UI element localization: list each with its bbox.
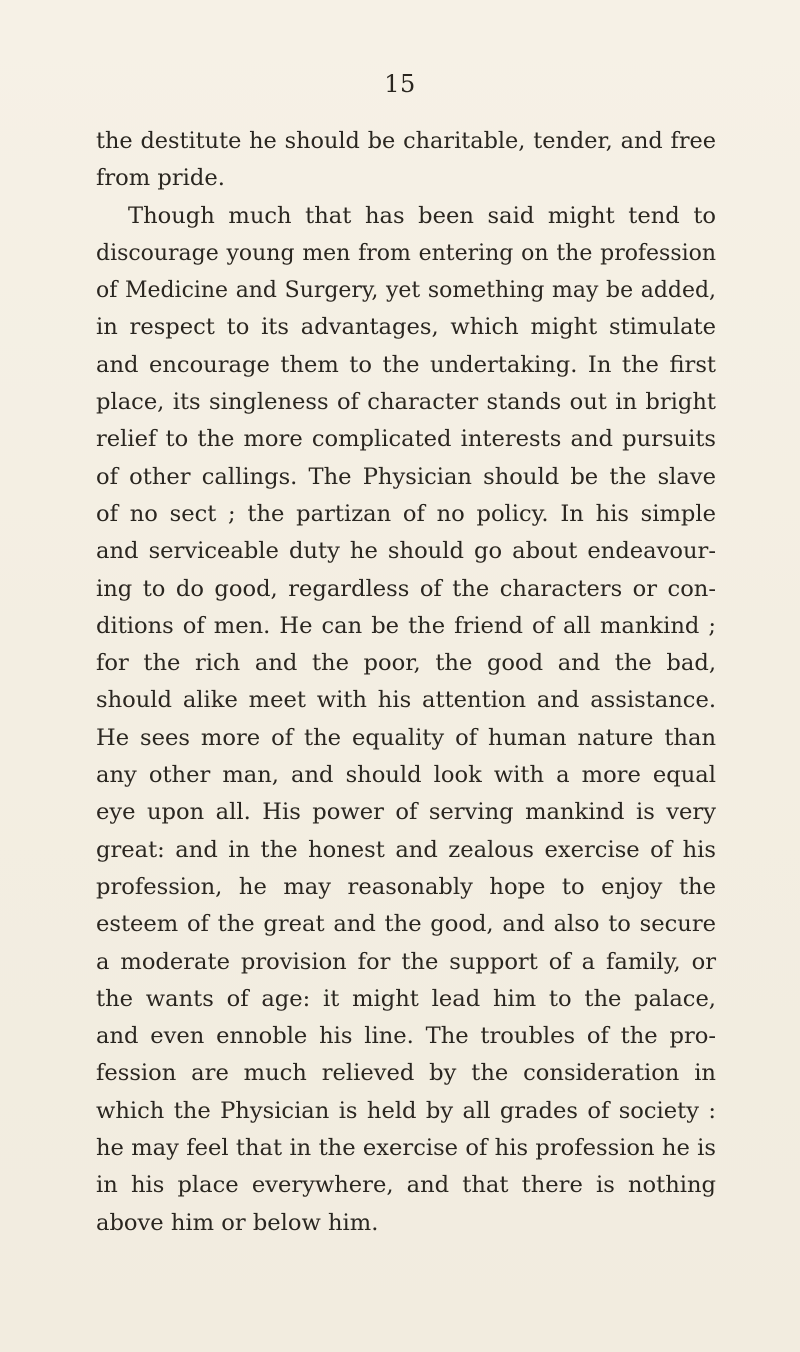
text-line: for the rich and the poor, the good and the bad,	[96, 650, 716, 677]
text-line: and even ennoble his line. The troubles of the pro-	[96, 1023, 716, 1050]
text-line: of Medicine and Surgery, yet something may be added,	[96, 278, 716, 304]
text-line: ditions of men. He can be the friend of all mankind ;	[96, 612, 716, 639]
text-line: above him or below him.	[96, 1209, 379, 1236]
page-number: 15	[384, 70, 416, 98]
text-line: discourage young men from entering on the profession	[96, 240, 716, 266]
text-line: of no sect ; the partizan of no policy. In his simple	[96, 500, 716, 527]
text-line: relief to the more complicated interests and pursuits	[96, 426, 716, 453]
text-line: and encourage them to the undertaking. In the first	[96, 351, 716, 378]
text-line: from pride.	[96, 165, 225, 192]
text-line: the wants of age: it might lead him to the palace,	[96, 985, 716, 1012]
text-line: fession are much relieved by the consideration in	[96, 1060, 716, 1087]
text-line: Though much that has been said might tend to	[128, 202, 716, 229]
text-line: ing to do good, regardless of the characters or con-	[96, 575, 716, 602]
text-line: He sees more of the equality of human nature than	[96, 724, 716, 751]
text-line: profession, he may reasonably hope to enjoy the	[96, 873, 716, 900]
text-line: a moderate provision for the support of a family, or	[96, 948, 716, 975]
text-line: which the Physician is held by all grades of society :	[96, 1097, 716, 1124]
text-line: he may feel that in the exercise of his profession he is	[96, 1135, 716, 1162]
text-line: should alike meet with his attention and assistance.	[96, 687, 716, 714]
text-line: place, its singleness of character stands out in bright	[96, 389, 716, 416]
text-line: in respect to its advantages, which might stimulate	[96, 314, 716, 341]
text-line: of other callings. The Physician should be the slave	[96, 463, 716, 490]
text-line: great: and in the honest and zealous exercise of his	[96, 836, 716, 863]
text-line: esteem of the great and the good, and also to secure	[96, 911, 716, 938]
text-line: and serviceable duty he should go about endeavour-	[96, 538, 716, 565]
body-text	[96, 123, 716, 1242]
text-line: eye upon all. His power of serving mankind is very	[96, 799, 716, 826]
text-line: in his place everywhere, and that there is nothing	[96, 1172, 716, 1199]
text-line: the destitute he should be charitable, tender, and free	[96, 128, 716, 154]
text-line: any other man, and should look with a more equal	[96, 762, 716, 789]
